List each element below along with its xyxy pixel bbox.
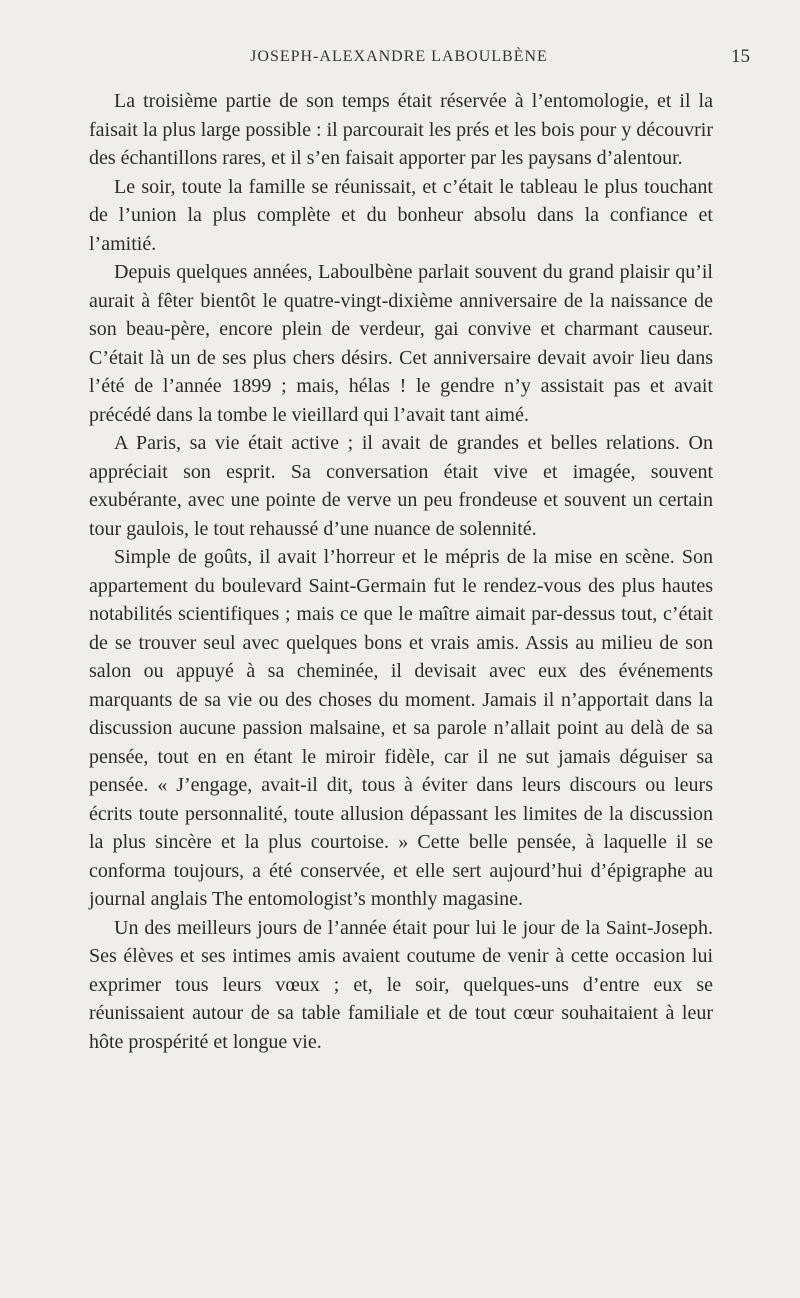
- paragraph-saint-joseph: Un des meilleurs jours de l’année était pour lui le jour de la Saint-Joseph. Ses élèves et ses intimes amis avaient coutume de venir à cette occasion lui exprimer tous leurs vœux ; et, le soir, quelques-uns d’entre eux se réunissaient autour de sa table familiale et de tout cœur souhaitaient à leur hôte prospérité et longue vie.: [89, 916, 713, 1053]
- paragraph-family-evening: Le soir, toute la famille se réunissait, et c’était le tableau le plus touchant de l’union la plus complète et du bonheur absolu dans la confiance et l’amitié.: [89, 175, 713, 255]
- running-title: JOSEPH-ALEXANDRE LABOULBÈNE: [250, 48, 548, 65]
- paragraph-simple-tastes: Simple de goûts, il avait l’horreur et le mépris de la mise en scène. Son appartement du boulevard Saint-Germain fut le rendez-vous des plus hautes notabilités scientifiques ; mais ce que le maître aimait par-dessus tout, c’était de se trouver seul avec quelques bons et vrais amis. Assis au milieu de son salon ou appuyé à sa cheminée, il devisait avec eux des événements marquants de sa vie ou des choses du moment. Jamais il n’apportait dans la discussion aucune passion malsaine, et sa parole n’allait point au delà de sa pensée, tout en en étant le miroir fidèle, car il ne sut jamais déguiser sa pensée. « J’engage, avait-il dit, tous à éviter dans leurs discours ou leurs écrits toute personnalité, toute allusion dépassant les limites de la discussion la plus sincère et la plus courtoise. » Cette belle pensée, à laquelle il se conforma toujours, a été conservée, et elle sert aujourd’hui d’épigraphe au journal anglais The entomologist’s monthly magasine.: [89, 546, 713, 910]
- body-text: [89, 87, 713, 1056]
- page-number: 15: [731, 46, 750, 67]
- paragraph-entomology: La troisième partie de son temps était réservée à l’entomologie, et il la faisait la plus large possible : il parcourait les prés et les bois pour y découvrir des échantillons rares, et il s’en faisait apporter par les paysans d’alentour.: [89, 90, 713, 169]
- paragraph-anniversary: Depuis quelques années, Laboulbène parlait souvent du grand plaisir qu’il aurait à fêter bientôt le quatre-vingt-dixième anniversaire de la naissance de son beau-père, encore plein de verdeur, gai convive et charmant causeur. C’était là un de ses plus chers désirs. Cet anniversaire devait avoir lieu dans l’été de l’année 1899 ; mais, hélas ! le gendre n’y assistait pas et avait précédé dans la tombe le vieillard qui l’avait tant aimé.: [89, 261, 713, 426]
- paragraph-paris-life: A Paris, sa vie était active ; il avait de grandes et belles relations. On appréciait son esprit. Sa conversation était vive et imagée, souvent exubérante, avec une pointe de verve un peu frondeuse et souvent un certain tour gaulois, le tout rehaussé d’une nuance de solennité.: [89, 432, 713, 540]
